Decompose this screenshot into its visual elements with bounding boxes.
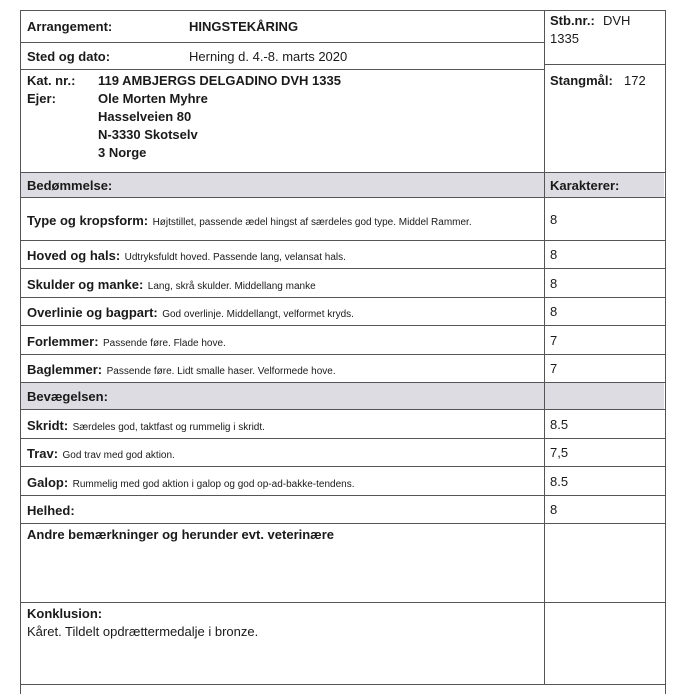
owner-line: Ole Morten Myhre	[98, 91, 208, 106]
row-label: Hoved og hals:	[27, 248, 121, 263]
row-grade: 7	[550, 361, 558, 376]
movement-row	[27, 418, 265, 434]
remarks-label: Andre bemærkninger og herunder evt. veterinære	[27, 527, 335, 542]
assessment-row	[27, 248, 346, 264]
judging-form	[20, 10, 666, 694]
row-description: Særdeles god, taktfast og rummelig i skridt.	[72, 422, 265, 433]
assessment-row	[27, 362, 336, 378]
row-grade: 8.5	[550, 474, 569, 489]
row-label: Overlinie og bagpart:	[27, 305, 158, 320]
row-grade: 8	[550, 276, 558, 291]
rule	[545, 64, 665, 65]
rule	[21, 523, 665, 524]
rule	[21, 297, 665, 298]
conclusion-label: Konklusion:	[27, 606, 103, 621]
owner-line: Hasselveien 80	[98, 109, 192, 124]
rule	[21, 409, 665, 410]
movement-row	[27, 503, 75, 519]
stb-value-line1: DVH	[603, 13, 631, 28]
movement-row	[27, 475, 354, 491]
row-label: Forlemmer:	[27, 334, 99, 349]
movement-row	[27, 446, 175, 462]
row-description: Rummelig med god aktion i galop og god op-ad-bakke-tendens.	[72, 479, 355, 490]
row-grade: 8	[550, 304, 558, 319]
row-label: Skridt:	[27, 418, 69, 433]
owner-line: 3 Norge	[98, 145, 147, 160]
assessment-row	[27, 213, 472, 229]
kat-value: 119 AMBJERGS DELGADINO DVH 1335	[98, 73, 341, 88]
row-label: Helhed:	[27, 503, 75, 518]
stb-value-line2: 1335	[550, 31, 579, 46]
stb-label: Stb.nr.:	[550, 13, 595, 28]
row-description: God trav med god aktion.	[62, 450, 175, 461]
stangmal-value: 172	[624, 73, 646, 88]
rule	[21, 240, 665, 241]
ejer-label: Ejer:	[27, 91, 56, 106]
rule	[21, 197, 665, 198]
rule	[21, 69, 545, 70]
arrangement-label: Arrangement:	[27, 19, 113, 34]
row-grade: 8	[550, 502, 558, 517]
row-label: Skulder og manke:	[27, 277, 144, 292]
rule	[21, 684, 665, 685]
rule	[21, 268, 665, 269]
row-description: Passende føre. Lidt smalle haser. Velformede hove.	[106, 366, 336, 377]
row-grade: 7	[550, 333, 558, 348]
assessment-row	[27, 277, 316, 293]
rule	[21, 42, 545, 43]
row-description: Passende føre. Flade hove.	[102, 338, 226, 349]
sted-value: Herning d. 4.-8. marts 2020	[189, 49, 348, 64]
conclusion-text: Kåret. Tildelt opdrættermedalje i bronze.	[27, 624, 259, 639]
assessment-row	[27, 305, 354, 321]
row-grade: 8	[550, 212, 558, 227]
row-label: Baglemmer:	[27, 362, 103, 377]
bevaegelsen-header-bar	[21, 383, 664, 409]
bevaegelsen-title: Bevægelsen:	[27, 389, 108, 404]
row-description: Lang, skrå skulder. Middellang manke	[147, 281, 316, 292]
row-label: Type og kropsform:	[27, 213, 149, 228]
column-divider	[544, 11, 545, 684]
row-grade: 8.5	[550, 417, 569, 432]
row-description: Udtryksfuldt hoved. Passende lang, velansat hals.	[124, 252, 346, 263]
stangmal-label: Stangmål:	[550, 73, 613, 88]
row-grade: 7,5	[550, 445, 569, 460]
rule	[21, 495, 665, 496]
rule	[21, 382, 665, 383]
arrangement-value: HINGSTEKÅRING	[189, 19, 299, 34]
row-label: Galop:	[27, 475, 69, 490]
rule	[21, 602, 665, 603]
grades-title: Karakterer:	[550, 178, 620, 193]
assessment-row	[27, 334, 226, 350]
rule	[21, 466, 665, 467]
sted-label: Sted og dato:	[27, 49, 111, 64]
row-grade: 8	[550, 247, 558, 262]
kat-label: Kat. nr.:	[27, 73, 76, 88]
row-description: Højtstillet, passende ædel hingst af særdeles god type. Middel Rammer.	[152, 217, 472, 228]
rule	[21, 438, 665, 439]
row-description: God overlinje. Middellangt, velformet kryds.	[162, 309, 354, 320]
bedommelse-title: Bedømmelse:	[27, 178, 113, 193]
rule	[21, 354, 665, 355]
rule	[21, 172, 665, 173]
rule	[21, 325, 665, 326]
owner-line: N-3330 Skotselv	[98, 127, 198, 142]
row-label: Trav:	[27, 446, 59, 461]
